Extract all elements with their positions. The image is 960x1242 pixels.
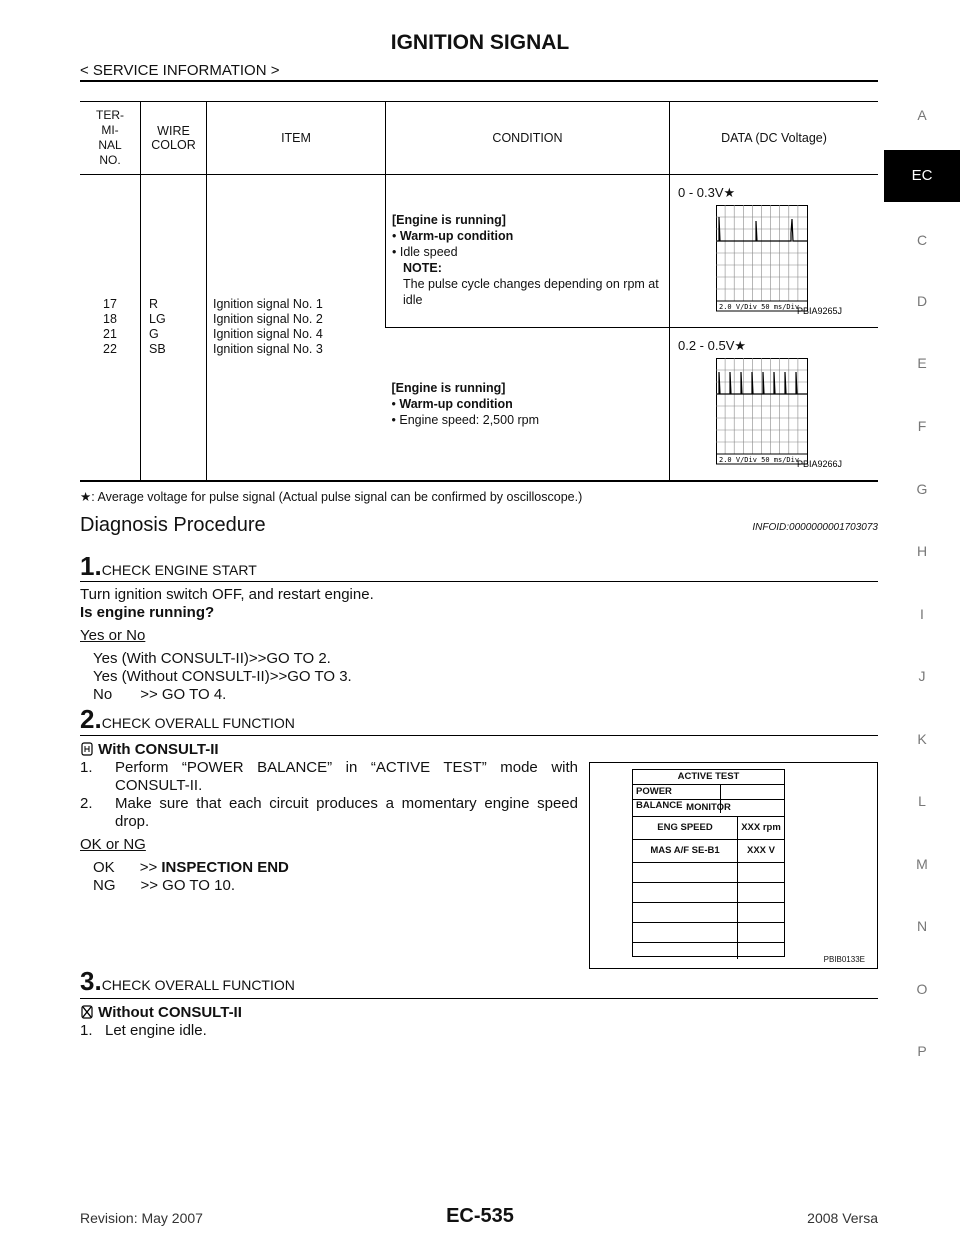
info-id: INFOID:0000000001703073 (752, 522, 878, 533)
side-index-e[interactable]: E (917, 355, 927, 371)
step-1-instruction: Turn ignition switch OFF, and restart engine. (80, 586, 374, 603)
section-heading: Diagnosis Procedure (80, 514, 266, 536)
no-consult-tool-icon (80, 1005, 94, 1019)
side-index-ec-active[interactable]: EC (884, 150, 960, 202)
scope-scale-readout: 2.0 V/Div 50 ms/Div (719, 456, 800, 464)
terminal-spec-table (80, 101, 878, 482)
monitor-row-empty (633, 943, 784, 959)
table-footnote: ★: Average voltage for pulse signal (Actual pulse signal can be confirmed by oscilloscope.) (80, 490, 583, 504)
condition-bullet: • Warm-up condition (392, 229, 514, 243)
step-1-question: Is engine running? (80, 604, 215, 621)
condition-bullet: • Warm-up condition (391, 396, 513, 411)
side-index-m[interactable]: M (916, 856, 928, 872)
figure-id: PBIA9265J (796, 306, 842, 315)
figure-id: PBIB0133E (823, 955, 865, 964)
side-index-f[interactable]: F (917, 418, 927, 434)
voltage-value: 0 - 0.3V★ (678, 185, 736, 200)
section-breadcrumb: < SERVICE INFORMATION > (80, 62, 280, 79)
side-index-d[interactable]: D (916, 293, 928, 309)
side-index-o[interactable]: O (916, 981, 928, 997)
step-2-choice-label: OK or NG (80, 836, 146, 853)
voltage-value: 0.2 - 0.5V★ (678, 338, 747, 353)
footer-revision: Revision: May 2007 (80, 1210, 203, 1226)
col-header-item: ITEM (207, 102, 386, 175)
col-header-data: DATA (DC Voltage) (670, 102, 879, 175)
figure-id: PBIA9266J (796, 459, 842, 468)
active-test-title: ACTIVE TEST (633, 770, 784, 785)
note-label: NOTE: (403, 261, 442, 275)
side-index-c[interactable]: C (916, 232, 928, 248)
oscilloscope-waveform (716, 205, 851, 315)
step-2-item-2-num: 2. (80, 795, 93, 812)
step-2-item-1-num: 1. (80, 759, 93, 776)
col-header-terminal: TER- MI- NAL NO. (96, 108, 124, 167)
monitor-row-empty (633, 923, 784, 943)
side-index-k[interactable]: K (917, 731, 927, 747)
footer-model: 2008 Versa (807, 1210, 878, 1226)
terminal-numbers: 17 18 21 22 (103, 297, 117, 357)
oscilloscope-waveform (716, 358, 851, 468)
condition-bullet: • Idle speed (392, 245, 458, 259)
page-number: EC-535 (446, 1205, 514, 1227)
star-icon: ★ (80, 490, 92, 504)
condition-heading: [Engine is running] (391, 380, 506, 395)
condition-heading: [Engine is running] (392, 213, 506, 227)
with-consult-heading: With CONSULT-II (80, 741, 219, 759)
side-index-p[interactable]: P (917, 1043, 927, 1059)
step-rule (80, 998, 878, 999)
monitor-row: ENG SPEED XXX rpm (633, 817, 784, 840)
without-consult-heading: Without CONSULT-II (80, 1004, 242, 1022)
condition-bullet: • Engine speed: 2,500 rpm (391, 412, 540, 427)
scope-scale-readout: 2.0 V/Div 50 ms/Div (719, 303, 800, 311)
step-2-item-2-text: Make sure that each circuit produces a momentary engine speed drop. (115, 795, 578, 830)
data-cell-idle (670, 175, 879, 328)
side-index-l[interactable]: L (918, 793, 926, 809)
side-index-g[interactable]: G (916, 481, 928, 497)
side-index-i[interactable]: I (920, 606, 924, 622)
monitor-row-empty (633, 883, 784, 903)
item-names: Ignition signal No. 1 Ignition signal No. 2 Ignition signal No. 4 Ignition signal No. 3 (207, 175, 386, 481)
note-text: The pulse cycle changes depending on rpm at idle (403, 277, 659, 307)
col-header-wire-color: WIRE COLOR (141, 102, 207, 175)
header-rule (80, 80, 878, 82)
page-title: IGNITION SIGNAL (390, 31, 570, 54)
monitor-row-empty (633, 863, 784, 883)
step-2-header: 2.CHECK OVERALL FUNCTION (80, 704, 295, 734)
monitor-row-empty (633, 903, 784, 923)
consult-tool-icon (80, 742, 94, 756)
step-1-result-yes-consult[interactable]: Yes (With CONSULT-II)>>GO TO 2. (93, 650, 331, 667)
step-1-header: 1.CHECK ENGINE START (80, 551, 257, 581)
consult-screen-figure (589, 762, 878, 969)
step-rule (80, 735, 878, 736)
data-cell-2500rpm (670, 328, 879, 481)
monitor-header: MONITOR (633, 800, 784, 817)
step-3-item-1-text: Let engine idle. (105, 1022, 207, 1039)
step-3-item-1-num: 1. (80, 1022, 93, 1039)
step-2-result-ok[interactable]: OK >> INSPECTION END (93, 859, 289, 876)
side-index-j[interactable]: J (918, 668, 926, 684)
step-2-result-ng[interactable]: NG >> GO TO 10. (93, 877, 235, 894)
condition-cell-idle (386, 175, 670, 328)
step-2-item-1-text: Perform “POWER BALANCE” in “ACTIVE TEST” mode with CONSULT-II. (115, 759, 578, 794)
side-index-a[interactable]: A (917, 107, 927, 123)
power-balance-row[interactable]: POWER BALANCE (633, 785, 784, 800)
wire-colors: R LG G SB (141, 175, 207, 481)
step-rule (80, 581, 878, 582)
side-index-n[interactable]: N (916, 918, 928, 934)
consult-screen (632, 769, 785, 957)
star-icon: ★ (734, 338, 747, 353)
monitor-row: MAS A/F SE-B1 XXX V (633, 840, 784, 863)
star-icon: ★ (723, 185, 736, 200)
step-1-result-yes-no-consult[interactable]: Yes (Without CONSULT-II)>>GO TO 3. (93, 668, 352, 685)
side-index-h[interactable]: H (916, 543, 928, 559)
step-3-header: 3.CHECK OVERALL FUNCTION (80, 966, 295, 996)
step-1-choice-label: Yes or No (80, 627, 146, 644)
col-header-condition: CONDITION (386, 102, 670, 175)
condition-cell-2500rpm (386, 328, 670, 481)
step-1-result-no[interactable]: No >> GO TO 4. (93, 686, 227, 703)
